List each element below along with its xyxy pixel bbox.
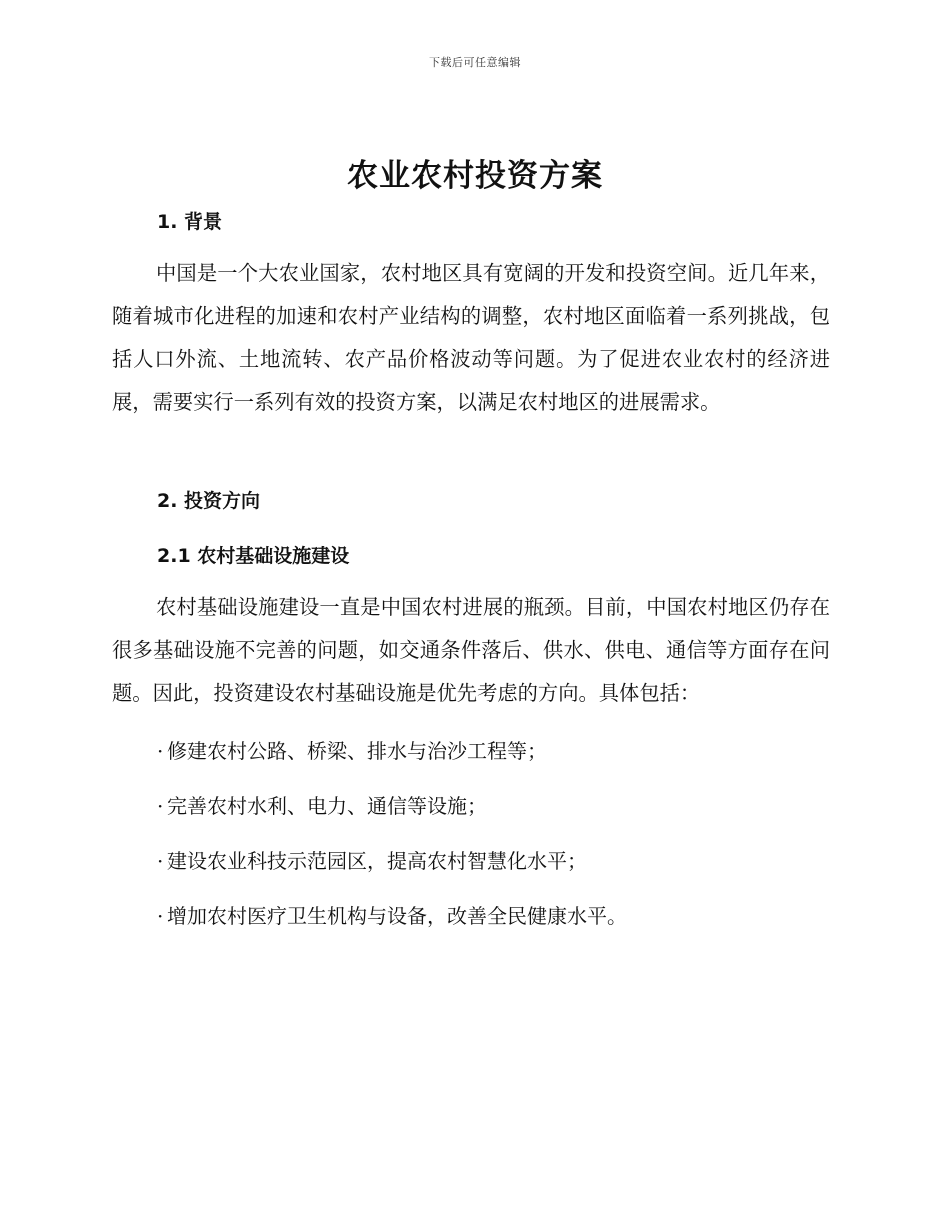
bullet-marker: ·: [157, 904, 164, 928]
list-item: [157, 845, 587, 874]
subsection-heading-infrastructure: 2.1 农村基础设施建设: [157, 545, 350, 567]
list-item: [157, 790, 487, 819]
infrastructure-paragraph: 农村基础设施建设一直是中国农村进展的瓶颈。目前，中国农村地区仍存在很多基础设施不完善的问题，如交通条件落后、供水、供电、通信等方面存在问题。因此，投资建设农村基础设施是优先考虑的方向。具体包括：: [112, 595, 830, 705]
bullet-marker: ·: [157, 849, 164, 873]
list-item-text: 增加农村医疗卫生机构与设备，改善全民健康水平。: [167, 904, 627, 928]
list-item: [157, 900, 627, 929]
header-note: 下载后可任意编辑: [429, 56, 521, 69]
bullet-marker: ·: [157, 794, 164, 818]
list-item: [157, 735, 547, 764]
bullet-marker: ·: [157, 739, 164, 763]
section-heading-background: 1. 背景: [157, 211, 223, 233]
list-item-text: 建设农业科技示范园区，提高农村智慧化水平；: [167, 849, 587, 873]
document-title: 农业农村投资方案: [347, 158, 603, 194]
background-paragraph: 中国是一个大农业国家，农村地区具有宽阔的开发和投资空间。近几年来，随着城市化进程的加速和农村产业结构的调整，农村地区面临着一系列挑战，包括人口外流、土地流转、农产品价格波动等问题。为了促进农业农村的经济进展，需要实行一系列有效的投资方案，以满足农村地区的进展需求。: [112, 261, 830, 414]
section-heading-direction: 2. 投资方向: [157, 490, 261, 512]
list-item-text: 修建农村公路、桥梁、排水与治沙工程等；: [167, 739, 547, 763]
list-item-text: 完善农村水利、电力、通信等设施；: [167, 794, 487, 818]
